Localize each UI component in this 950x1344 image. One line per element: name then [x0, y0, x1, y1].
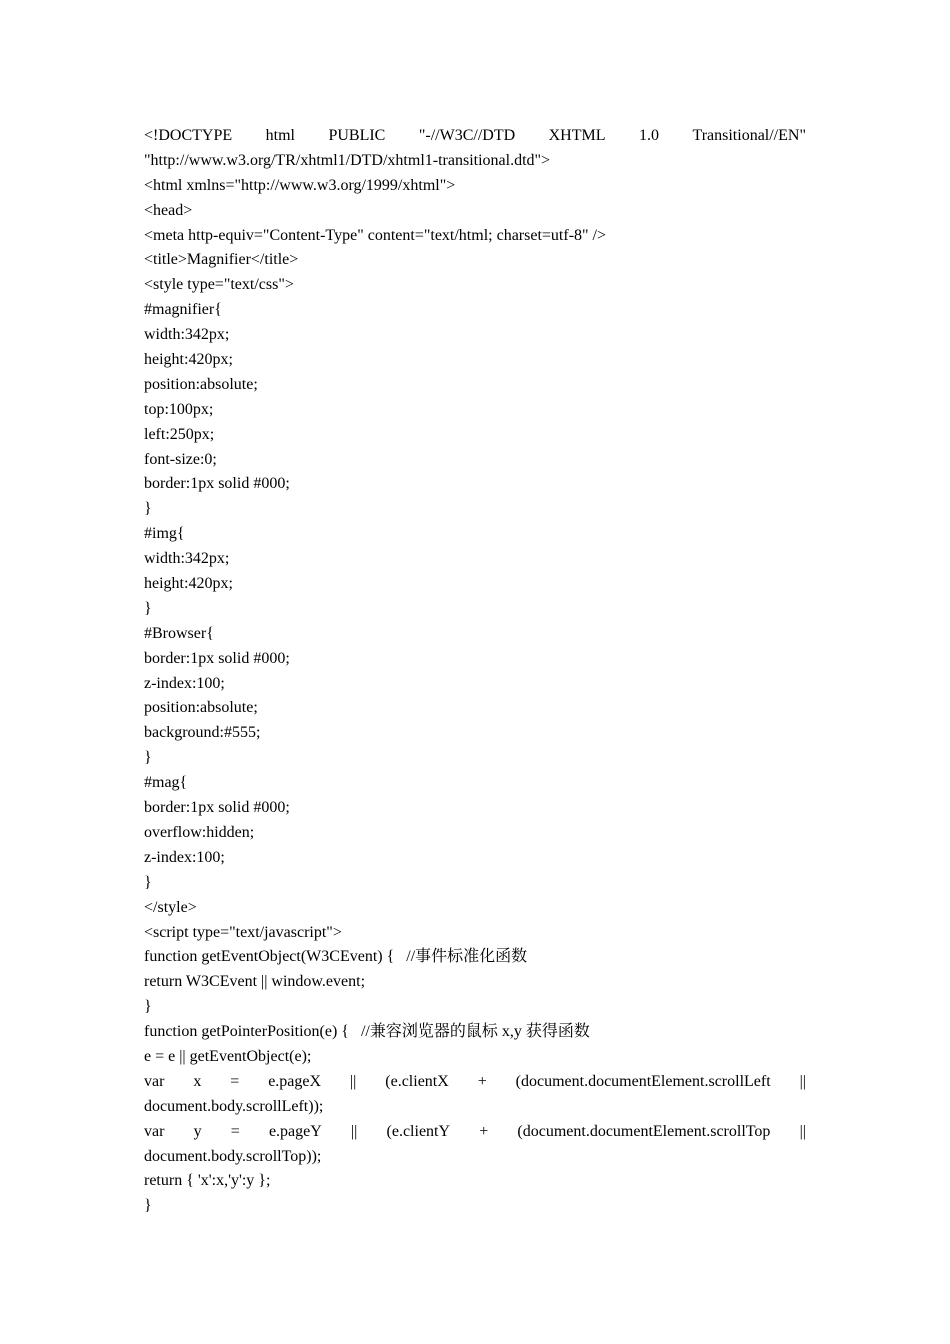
code-line: <html xmlns="http://www.w3.org/1999/xhtml">	[144, 176, 456, 194]
code-line: function getPointerPosition(e) { //兼容浏览器的鼠标 x,y 获得函数	[144, 1023, 590, 1041]
code-line: }	[144, 749, 152, 767]
code-line: overflow:hidden;	[144, 823, 255, 841]
code-line: </style>	[144, 898, 197, 916]
code-line: #magnifier{	[144, 301, 222, 319]
code-word: var	[144, 1072, 165, 1090]
code-line: }	[144, 1197, 152, 1215]
code-word: +	[477, 1072, 487, 1090]
code-line: border:1px solid #000;	[144, 649, 290, 667]
code-word: (document.documentElement.scrollTop	[517, 1122, 771, 1140]
code-word: Transitional//EN"	[692, 127, 806, 144]
var-x-line	[144, 1070, 806, 1095]
code-line: <head>	[144, 201, 193, 219]
code-line: #img{	[144, 525, 185, 543]
code-line: font-size:0;	[144, 450, 217, 468]
code-word: e.pageX	[268, 1072, 322, 1090]
code-line: #Browser{	[144, 624, 214, 642]
code-word: x	[193, 1072, 202, 1090]
var-y-line	[144, 1120, 806, 1145]
code-line: top:100px;	[144, 400, 214, 418]
code-line: <style type="text/css">	[144, 276, 294, 294]
code-word: ||	[350, 1122, 358, 1140]
code-line: <meta http-equiv="Content-Type" content="text/html; charset=utf-8" />	[144, 226, 607, 244]
code-line: #mag{	[144, 774, 188, 792]
code-line: height:420px;	[144, 575, 233, 593]
code-line: left:250px;	[144, 425, 215, 443]
code-word: html	[265, 127, 295, 144]
code-word: =	[230, 1072, 240, 1090]
code-line: function getEventObject(W3CEvent) { //事件标准化函数	[144, 948, 528, 966]
var-x-continuation: document.body.scrollLeft));	[144, 1097, 324, 1115]
code-word: ||	[799, 1122, 806, 1140]
code-word: (e.clientX	[385, 1072, 449, 1090]
code-line: border:1px solid #000;	[144, 799, 290, 817]
code-word: XHTML	[548, 127, 606, 144]
code-line: <title>Magnifier</title>	[144, 251, 299, 269]
code-line: return { 'x':x,'y':y };	[144, 1172, 271, 1190]
code-line: z-index:100;	[144, 848, 225, 866]
code-line: position:absolute;	[144, 375, 258, 393]
code-line: position:absolute;	[144, 699, 258, 717]
code-line: return W3CEvent || window.event;	[144, 973, 366, 991]
code-line: z-index:100;	[144, 674, 225, 692]
code-line: }	[144, 873, 152, 891]
code-word: <!DOCTYPE	[144, 127, 233, 144]
code-line: <script type="text/javascript">	[144, 923, 342, 941]
code-word: (document.documentElement.scrollLeft	[515, 1072, 771, 1090]
var-y-continuation: document.body.scrollTop));	[144, 1147, 322, 1165]
doctype-line	[144, 124, 806, 149]
code-word: +	[479, 1122, 489, 1140]
code-line: "http://www.w3.org/TR/xhtml1/DTD/xhtml1-transitional.dtd">	[144, 151, 551, 169]
code-word: e.pageY	[268, 1122, 322, 1140]
code-line: }	[144, 500, 152, 518]
code-word: 1.0	[639, 127, 659, 144]
code-line: width:342px;	[144, 550, 230, 568]
code-line: width:342px;	[144, 326, 230, 344]
code-line: }	[144, 998, 152, 1016]
code-line: e = e || getEventObject(e);	[144, 1047, 312, 1065]
code-word: PUBLIC	[328, 127, 386, 144]
code-line: height:420px;	[144, 351, 233, 369]
code-word: ||	[349, 1072, 357, 1090]
code-line: border:1px solid #000;	[144, 475, 290, 493]
code-word: =	[230, 1122, 240, 1140]
code-word: "-//W3C//DTD	[418, 127, 516, 144]
code-word: ||	[799, 1072, 806, 1090]
code-line: background:#555;	[144, 724, 261, 742]
code-line: }	[144, 599, 152, 617]
code-listing	[144, 124, 806, 1219]
code-word: var	[144, 1122, 165, 1140]
code-word: y	[193, 1122, 202, 1140]
code-word: (e.clientY	[386, 1122, 451, 1140]
